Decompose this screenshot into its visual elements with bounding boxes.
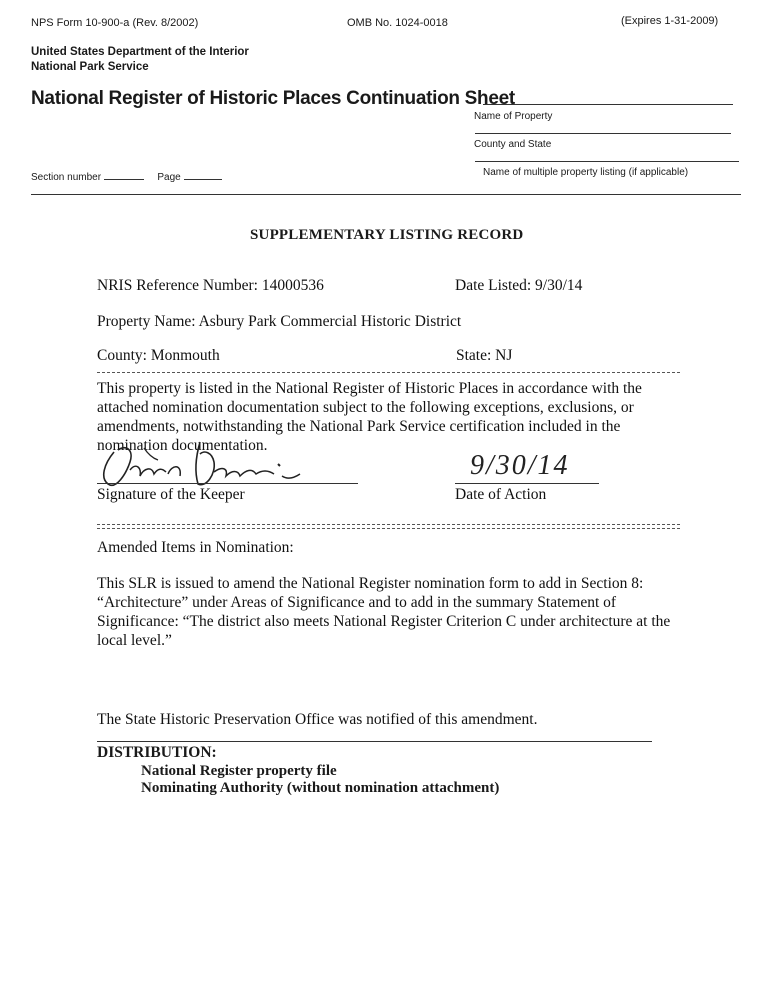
county-state-line <box>475 133 731 134</box>
dashed-divider <box>97 372 680 373</box>
signature-line <box>97 483 358 484</box>
state: State: NJ <box>456 347 513 364</box>
distribution-item: National Register property file <box>141 763 337 779</box>
section-number-field <box>31 172 222 183</box>
multiple-listing-line <box>475 161 739 162</box>
name-of-property-line <box>483 104 733 105</box>
date-action-line <box>455 483 599 484</box>
distribution-heading: DISTRIBUTION: <box>97 744 217 761</box>
keeper-signature <box>96 434 306 494</box>
page-blank <box>184 178 222 180</box>
date-action-label: Date of Action <box>455 486 547 503</box>
distribution-item: Nominating Authority (without nomination attachment) <box>141 780 500 796</box>
department-name: United States Department of the Interior <box>31 46 249 58</box>
county: County: Monmouth <box>97 347 220 364</box>
distribution-divider <box>97 741 652 742</box>
handwritten-action-date: 9/30/14 <box>470 450 570 481</box>
county-state-label: County and State <box>474 139 552 150</box>
amended-items-heading: Amended Items in Nomination: <box>97 539 294 556</box>
multiple-listing-label: Name of multiple property listing (if applicable) <box>483 167 689 178</box>
omb-number: OMB No. 1024-0018 <box>347 17 448 29</box>
signature-label: Signature of the Keeper <box>97 486 245 503</box>
page-label: Page <box>157 172 181 183</box>
record-heading: SUPPLEMENTARY LISTING RECORD <box>250 227 524 243</box>
shpo-notification: The State Historic Preservation Office was notified of this amendment. <box>97 711 538 728</box>
section-number-blank <box>104 178 144 180</box>
expiration-date: (Expires 1-31-2009) <box>621 15 719 27</box>
form-title: National Register of Historic Places Continuation Sheet <box>31 88 515 109</box>
nris-reference: NRIS Reference Number: 14000536 <box>97 277 324 294</box>
listing-statement: This property is listed in the National Register of Historic Places in accordance with the attached nomination documentation subject to the following exceptions, exclusions, or amendments, notwithstanding the National Park Service certification included in the nomination documentation. <box>97 380 642 454</box>
amendment-text: This SLR is issued to amend the National Register nomination form to add in Section 8: “Architecture” under Areas of Significance and to add in the summary Statement of Significance: “The district also meets National Register Criterion C under architecture at the local level.” <box>97 575 671 649</box>
name-of-property-label: Name of Property <box>474 111 553 122</box>
date-listed: Date Listed: 9/30/14 <box>455 277 583 294</box>
section-number-label: Section number <box>31 172 102 183</box>
property-name: Property Name: Asbury Park Commercial Historic District <box>97 313 462 330</box>
service-name: National Park Service <box>31 61 149 73</box>
header-divider <box>31 194 741 195</box>
form-number: NPS Form 10-900-a (Rev. 8/2002) <box>31 17 199 29</box>
double-dashed-divider <box>97 524 680 529</box>
